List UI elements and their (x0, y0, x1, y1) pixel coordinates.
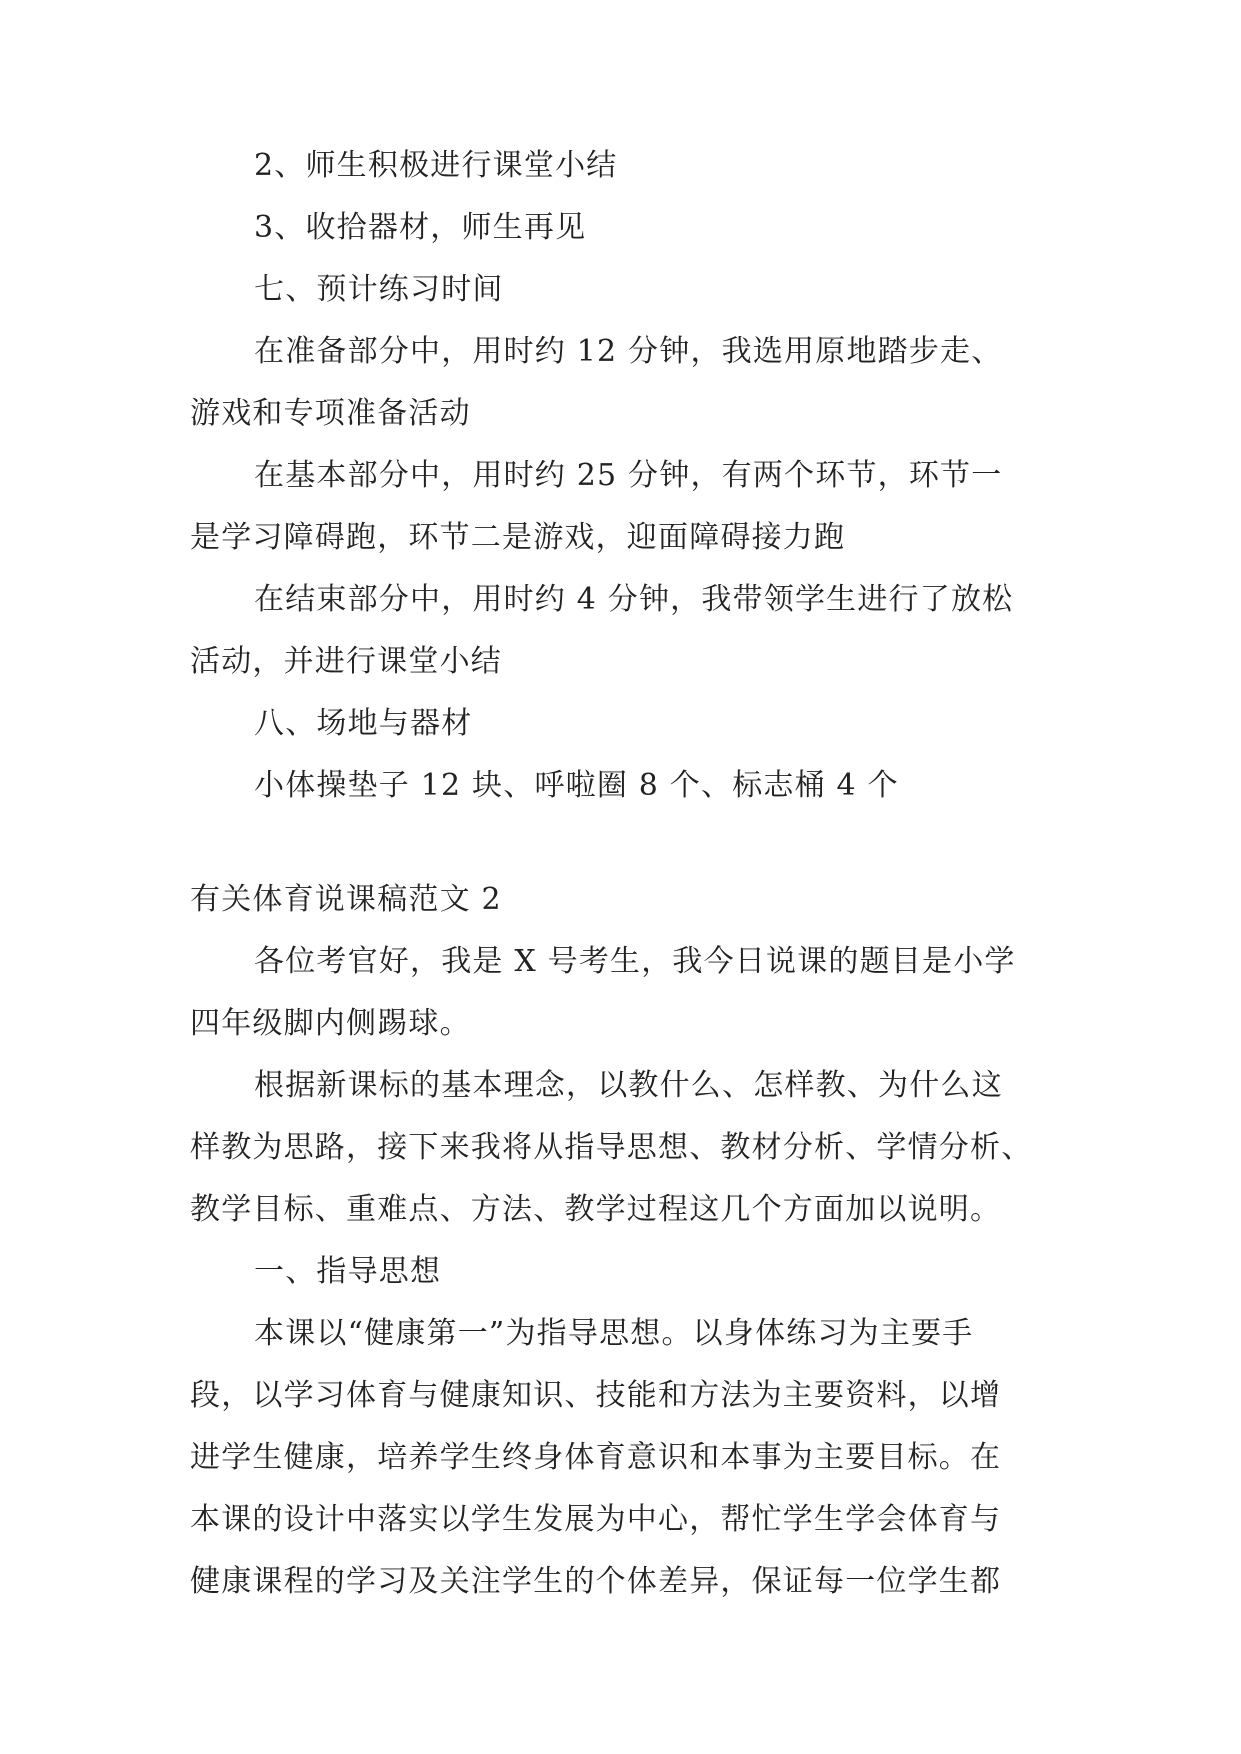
text-line: 本课的设计中落实以学生发展为中心，帮忙学生学会体育与 (190, 1502, 1002, 1537)
text-line: 健康课程的学习及关注学生的个体差异，保证每一位学生都 (190, 1564, 1002, 1599)
section-heading: 七、预计练习时间 (254, 272, 504, 307)
text-line: 游戏和专项准备活动 (190, 396, 471, 431)
text-line: 3、收拾器材，师生再见 (254, 210, 587, 245)
text-line: 在准备部分中，用时约 12 分钟，我选用原地踏步走、 (254, 334, 1003, 369)
document-title: 有关体育说课稿范文 2 (190, 882, 502, 917)
section-heading: 一、指导思想 (254, 1254, 442, 1289)
text-line: 四年级脚内侧踢球。 (190, 1006, 471, 1041)
text-line: 本课以“健康第一”为指导思想。以身体练习为主要手 (254, 1316, 974, 1351)
text-line: 是学习障碍跑，环节二是游戏，迎面障碍接力跑 (190, 520, 846, 555)
text-line: 各位考官好，我是 X 号考生，我今日说课的题目是小学 (254, 944, 1016, 979)
text-line: 在基本部分中，用时约 25 分钟，有两个环节，环节一 (254, 458, 1003, 493)
text-line: 段，以学习体育与健康知识、技能和方法为主要资料，以增 (190, 1378, 1002, 1413)
text-line: 进学生健康，培养学生终身体育意识和本事为主要目标。在 (190, 1440, 1002, 1475)
text-line: 2、师生积极进行课堂小结 (254, 148, 618, 183)
text-line: 活动，并进行课堂小结 (190, 644, 502, 679)
section-heading: 八、场地与器材 (254, 706, 473, 741)
text-line: 样教为思路，接下来我将从指导思想、教材分析、学情分析、 (190, 1130, 1033, 1165)
text-line: 在结束部分中，用时约 4 分钟，我带领学生进行了放松 (254, 582, 1014, 617)
text-line: 根据新课标的基本理念，以教什么、怎样教、为什么这 (254, 1068, 1003, 1103)
text-line: 小体操垫子 12 块、呼啦圈 8 个、标志桶 4 个 (254, 768, 899, 803)
text-line: 教学目标、重难点、方法、教学过程这几个方面加以说明。 (190, 1192, 1002, 1227)
